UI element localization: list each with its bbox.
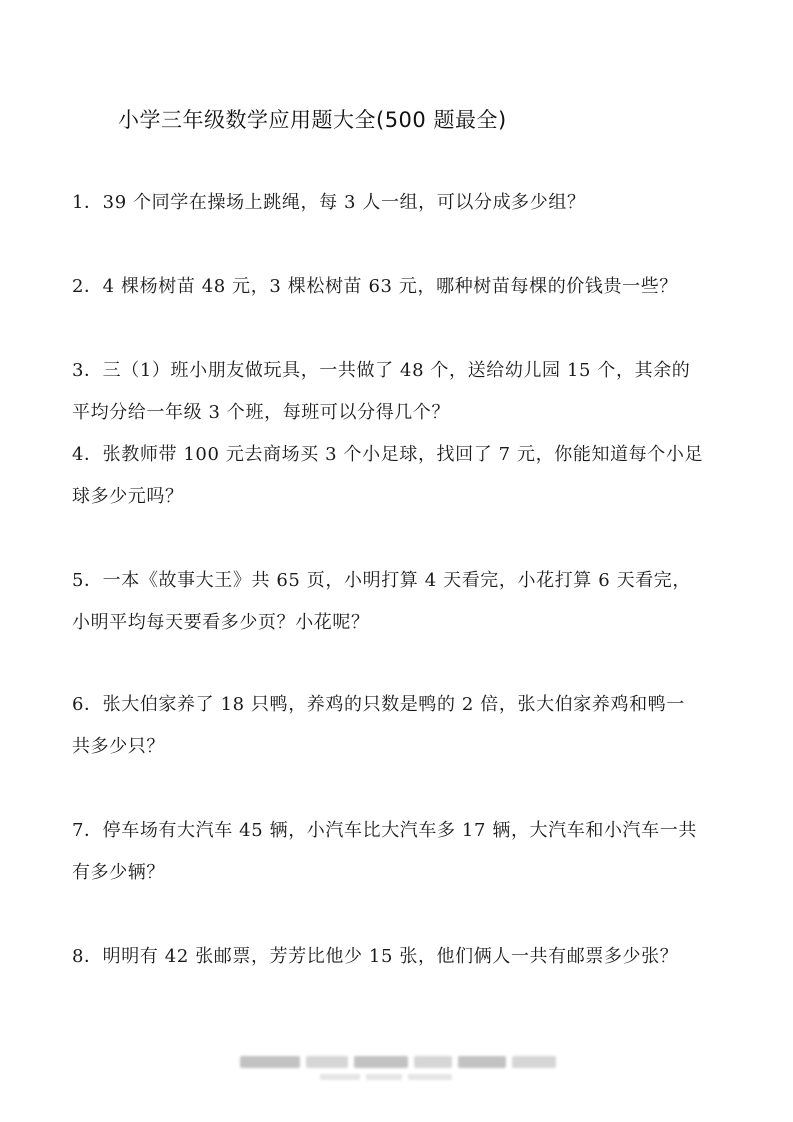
question-8-line-1: 8．明明有 42 张邮票，芳芳比他少 15 张，他们俩人一共有邮票多少张？: [72, 946, 679, 967]
question-7-line-2: 有多少辆？: [72, 862, 165, 883]
question-2-line-1: 2．4 棵杨树苗 48 元，3 棵松树苗 63 元，哪种树苗每棵的价钱贵一些？: [72, 276, 678, 297]
question-4-line-2: 球多少元吗？: [72, 486, 184, 507]
question-6-line-2: 共多少只？: [72, 736, 165, 757]
question-5-line-2: 小明平均每天要看多少页？小花呢？: [72, 612, 370, 633]
question-6-line-1: 6．张大伯家养了 18 只鸭，养鸡的只数是鸭的 2 倍，张大伯家养鸡和鸭一: [72, 694, 685, 715]
blurred-footer-subline: [320, 1074, 460, 1082]
question-3-line-1: 3．三（1）班小朋友做玩具，一共做了 48 个，送给幼儿园 15 个，其余的: [72, 360, 691, 381]
question-3-line-2: 平均分给一年级 3 个班，每班可以分得几个？: [72, 402, 451, 423]
question-7-line-1: 7．停车场有大汽车 45 辆，小汽车比大汽车多 17 辆，大汽车和小汽车一共: [72, 820, 697, 841]
question-4-line-1: 4．张教师带 100 元去商场买 3 个小足球，找回了 7 元，你能知道每个小足: [72, 444, 704, 465]
question-1-line-1: 1．39 个同学在操场上跳绳，每 3 人一组，可以分成多少组？: [72, 192, 586, 213]
question-5-line-1: 5．一本《故事大王》共 65 页，小明打算 4 天看完，小花打算 6 天看完，: [72, 570, 691, 591]
page-title: 小学三年级数学应用题大全(500 题最全): [118, 108, 507, 132]
blurred-footer-watermark: [240, 1054, 556, 1070]
